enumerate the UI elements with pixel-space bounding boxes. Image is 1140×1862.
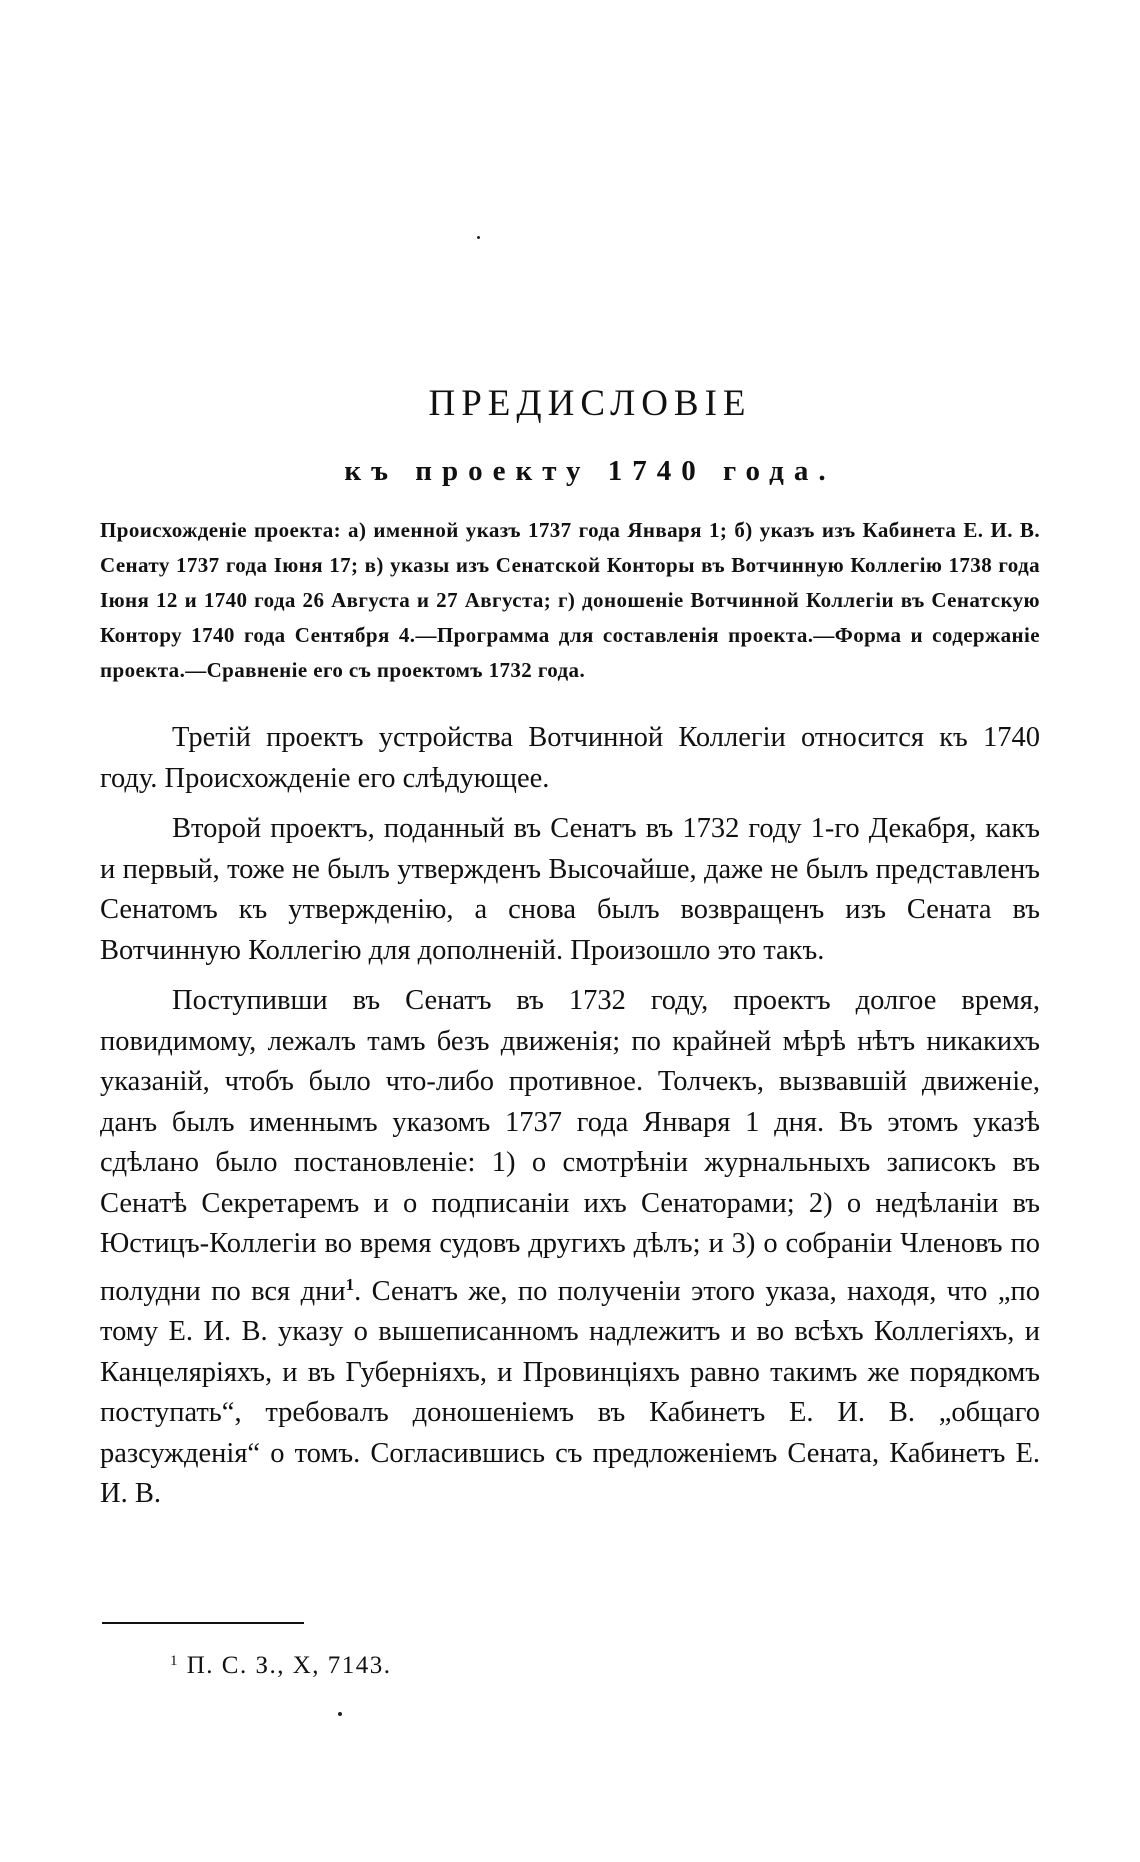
paragraph-3 (100, 981, 1040, 1515)
footnote-mark: 1 (170, 1653, 179, 1669)
body-text (100, 718, 1040, 1515)
paragraph-2: Второй проектъ, поданный въ Сенатъ въ 1732 году 1-го Декабря, какъ и первый, тоже не былъ утвержденъ Высочайше, даже не былъ представленъ Сенатомъ къ утвержденію, а снова былъ возвращенъ изъ Сената въ Вотчинную Коллегію для дополненій. Произошло это такъ. (100, 813, 1040, 966)
paragraph-3-part-2: . Сенатъ же, по полученіи этого указа, находя, что „по тому Е. И. В. указу о вышеписанномъ надлежитъ и во всѣхъ Коллегіяхъ, и Канцеляріяхъ, и въ Губерніяхъ, и Провинціяхъ равно такимъ же порядкомъ поступать“, требовалъ доношеніемъ въ Кабинетъ Е. И. В. „общаго разсужденія“ о томъ. Согласившись съ предложеніемъ Сената, Кабинетъ Е. И. В. (100, 1275, 1040, 1509)
footnote-text: П. С. З., X, 7143. (186, 1652, 392, 1679)
page-subtitle: къ проекту 1740 года. (344, 455, 836, 487)
footnote (170, 1652, 392, 1680)
footnote-divider (102, 1622, 304, 1624)
chapter-summary: Происхожденіе проекта: а) именной указъ 1737 года Января 1; б) указъ изъ Кабинета Е. И. В. Сенату 1737 года Іюня 17; в) указы изъ Сенатской Конторы въ Вотчинную Коллегію 1738 года Іюня 12 и 1740 года 26 Августа и 27 Августа; г) доношеніе Вотчинной Коллегіи въ Сенатскую Контору 1740 года Сентября 4.—Программа для составленія проекта.—Форма и содержаніе проекта.—Сравненіе его съ проектомъ 1732 года. (100, 518, 1040, 682)
paragraph-3-part-1: Поступивши въ Сенатъ въ 1732 году, проектъ долгое время, повидимому, лежалъ тамъ безъ движенія; по крайней мѣрѣ нѣтъ никакихъ указаній, чтобъ было что-либо противное. Толчекъ, вызвавшій движеніе, данъ былъ именнымъ указомъ 1737 года Января 1 дня. Въ этомъ указѣ сдѣлано было постановленіе: 1) о смотрѣніи журнальныхъ записокъ въ Сенатѣ Секретаремъ и о подписаніи ихъ Сенаторами; 2) о недѣланіи въ Юстицъ-Коллегіи во время судовъ другихъ дѣлъ; и 3) о собраніи Членовъ по полудни по вся дни (100, 985, 1040, 1307)
print-speck-top (477, 236, 480, 239)
paragraph-1: Третій проектъ устройства Вотчинной Коллегіи относится къ 1740 году. Происхожденіе его слѣдующее. (100, 722, 1040, 794)
footnote-reference[interactable]: 1 (345, 1274, 355, 1294)
page-title: ПРЕДИСЛОВІЕ (428, 383, 752, 424)
print-speck-bottom (338, 1712, 342, 1716)
